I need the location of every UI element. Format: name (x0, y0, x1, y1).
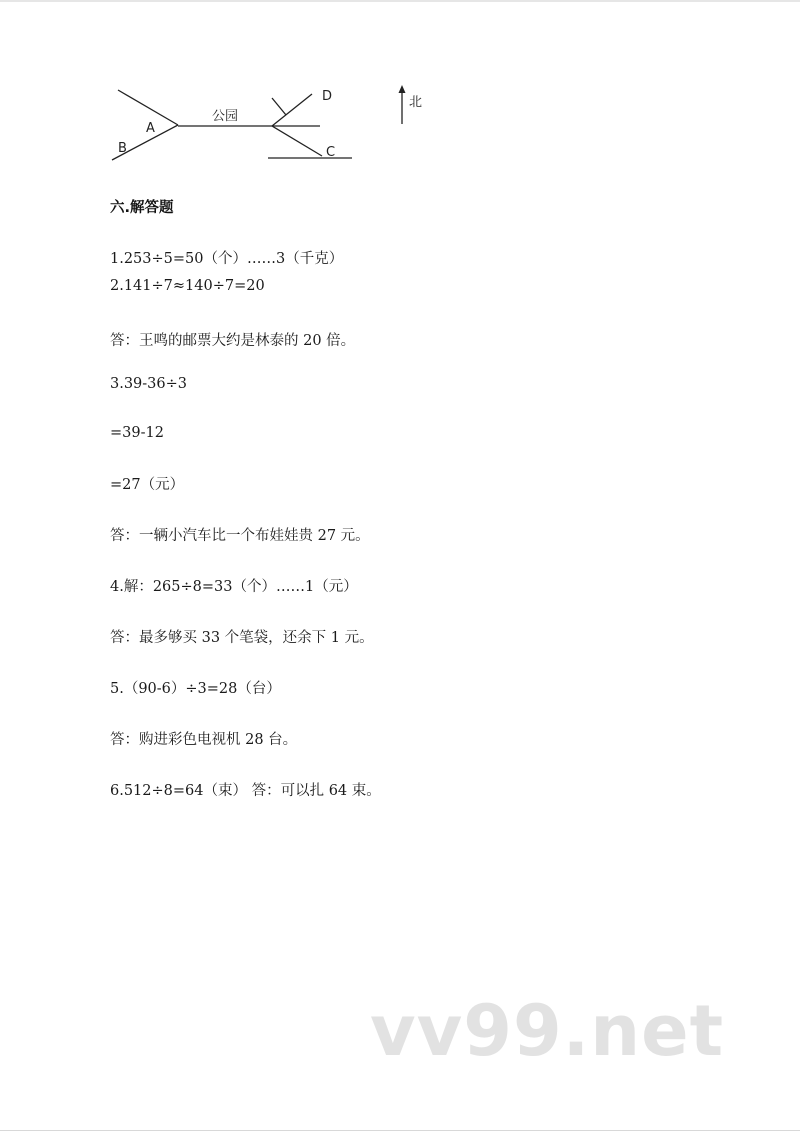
road-line (272, 126, 322, 156)
answer-line: 2.141÷7≈140÷7=20 (110, 278, 265, 294)
answer-line: =27（元） (110, 477, 185, 493)
answer-line: 6.512÷8=64（束） 答：可以扎 64 束。 (110, 783, 381, 799)
answer-line: 4.解：265÷8=33（个）……1（元） (110, 579, 358, 595)
road-line (272, 98, 286, 115)
answer-line: 答：一辆小汽车比一个布娃娃贵 27 元。 (110, 528, 370, 544)
map-diagram-svg (100, 80, 440, 170)
top-divider (0, 0, 800, 2)
answer-line: 答：最多够买 33 个笔袋，还余下 1 元。 (110, 630, 374, 646)
north-label: 北 (409, 95, 423, 110)
point-c-label: C (326, 145, 336, 160)
point-b-label: B (118, 141, 127, 156)
bottom-divider (0, 1130, 800, 1131)
point-d-label: D (322, 89, 333, 104)
park-label: 公园 (212, 109, 239, 124)
answer-line: 答：王鸣的邮票大约是林泰的 20 倍。 (110, 333, 356, 349)
answer-line: 3.39-36÷3 (110, 376, 188, 392)
answer-line: 5.（90-6）÷3=28（台） (110, 681, 281, 697)
answer-line: 1.253÷5=50（个）……3（千克） (110, 251, 344, 267)
road-line (118, 90, 178, 125)
point-a-label: A (146, 121, 155, 136)
map-diagram (100, 80, 440, 170)
answer-line: 答：购进彩色电视机 28 台。 (110, 732, 298, 748)
section-title: 六.解答题 (110, 200, 174, 216)
road-line (272, 94, 312, 126)
answer-line: =39-12 (110, 425, 164, 441)
watermark: vv99.net (370, 990, 725, 1072)
north-arrowhead-icon (399, 85, 406, 93)
